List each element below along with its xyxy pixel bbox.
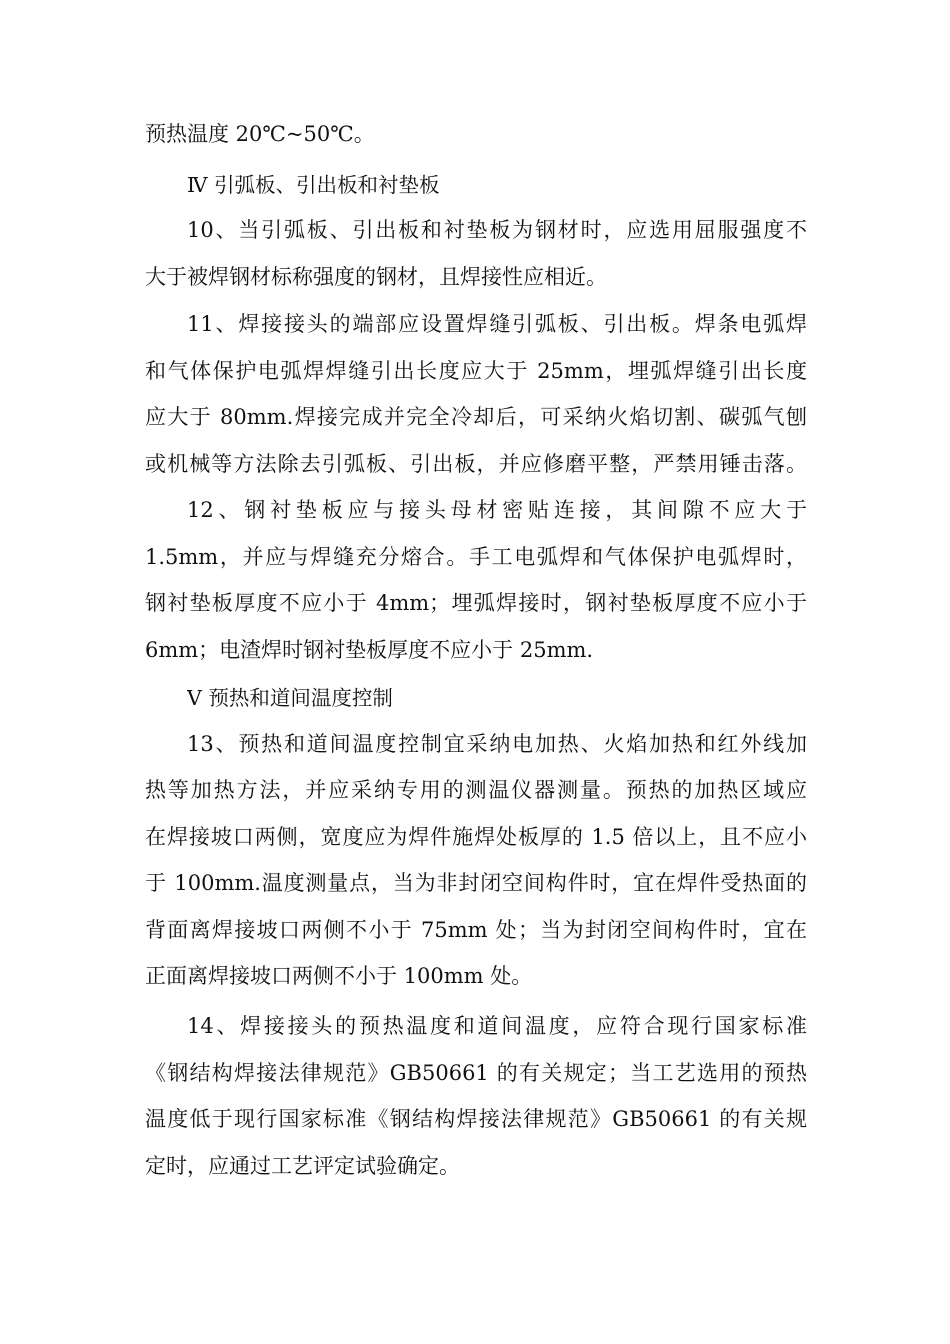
paragraph-13-line-5: 背面离焊接坡口两侧不小于 75mm 处；当为封闭空间构件时，宜在 xyxy=(145,918,807,942)
paragraph-11-line-1: 11、焊接接头的端部应设置焊缝引弧板、引出板。焊条电弧焊 xyxy=(187,312,807,336)
paragraph-13-line-2: 热等加热方法，并应采纳专用的测温仪器测量。预热的加热区域应 xyxy=(145,778,807,802)
paragraph-14-line-2: 《钢结构焊接法律规范》GB50661 的有关规定；当工艺选用的预热 xyxy=(145,1061,807,1085)
paragraph-11-line-4: 或机械等方法除去引弧板、引出板，并应修磨平整，严禁用锤击落。 xyxy=(145,452,807,476)
paragraph-14-line-3: 温度低于现行国家标准《钢结构焊接法律规范》GB50661 的有关规 xyxy=(145,1107,807,1131)
paragraph-12-line-1: 12、钢衬垫板应与接头母材密贴连接，其间隙不应大于 xyxy=(187,498,807,522)
paragraph-10-line-1: 10、当引弧板、引出板和衬垫板为钢材时，应选用屈服强度不 xyxy=(187,218,807,242)
paragraph-13-line-6: 正面离焊接坡口两侧不小于 100mm 处。 xyxy=(145,964,533,988)
paragraph-11-line-2: 和气体保护电弧焊焊缝引出长度应大于 25mm，埋弧焊缝引出长度 xyxy=(145,359,807,383)
section-heading-iv: Ⅳ 引弧板、引出板和衬垫板 xyxy=(187,173,440,197)
paragraph-11-line-3: 应大于 80mm.焊接完成并完全冷却后，可采纳火焰切割、碳弧气刨 xyxy=(145,405,807,429)
paragraph-10-line-2: 大于被焊钢材标称强度的钢材，且焊接性应相近。 xyxy=(145,265,607,289)
paragraph-12-line-2: 1.5mm，并应与焊缝充分熔合。手工电弧焊和气体保护电弧焊时， xyxy=(145,545,807,569)
paragraph-12-line-4: 6mm；电渣焊时钢衬垫板厚度不应小于 25mm. xyxy=(145,638,594,662)
paragraph-13-line-1: 13、预热和道间温度控制宜采纳电加热、火焰加热和红外线加 xyxy=(187,732,807,756)
paragraph-14-line-1: 14、焊接接头的预热温度和道间温度，应符合现行国家标准 xyxy=(187,1014,807,1038)
paragraph-12-line-3: 钢衬垫板厚度不应小于 4mm；埋弧焊接时，钢衬垫板厚度不应小于 xyxy=(145,591,807,615)
text-line-1: 预热温度 20℃~50℃。 xyxy=(145,122,375,146)
section-heading-v: Ⅴ 预热和道间温度控制 xyxy=(187,686,393,710)
paragraph-14-line-4: 定时，应通过工艺评定试验确定。 xyxy=(145,1154,460,1178)
paragraph-13-line-4: 于 100mm.温度测量点，当为非封闭空间构件时，宜在焊件受热面的 xyxy=(145,871,807,895)
paragraph-13-line-3: 在焊接坡口两侧，宽度应为焊件施焊处板厚的 1.5 倍以上，且不应小 xyxy=(145,825,807,849)
